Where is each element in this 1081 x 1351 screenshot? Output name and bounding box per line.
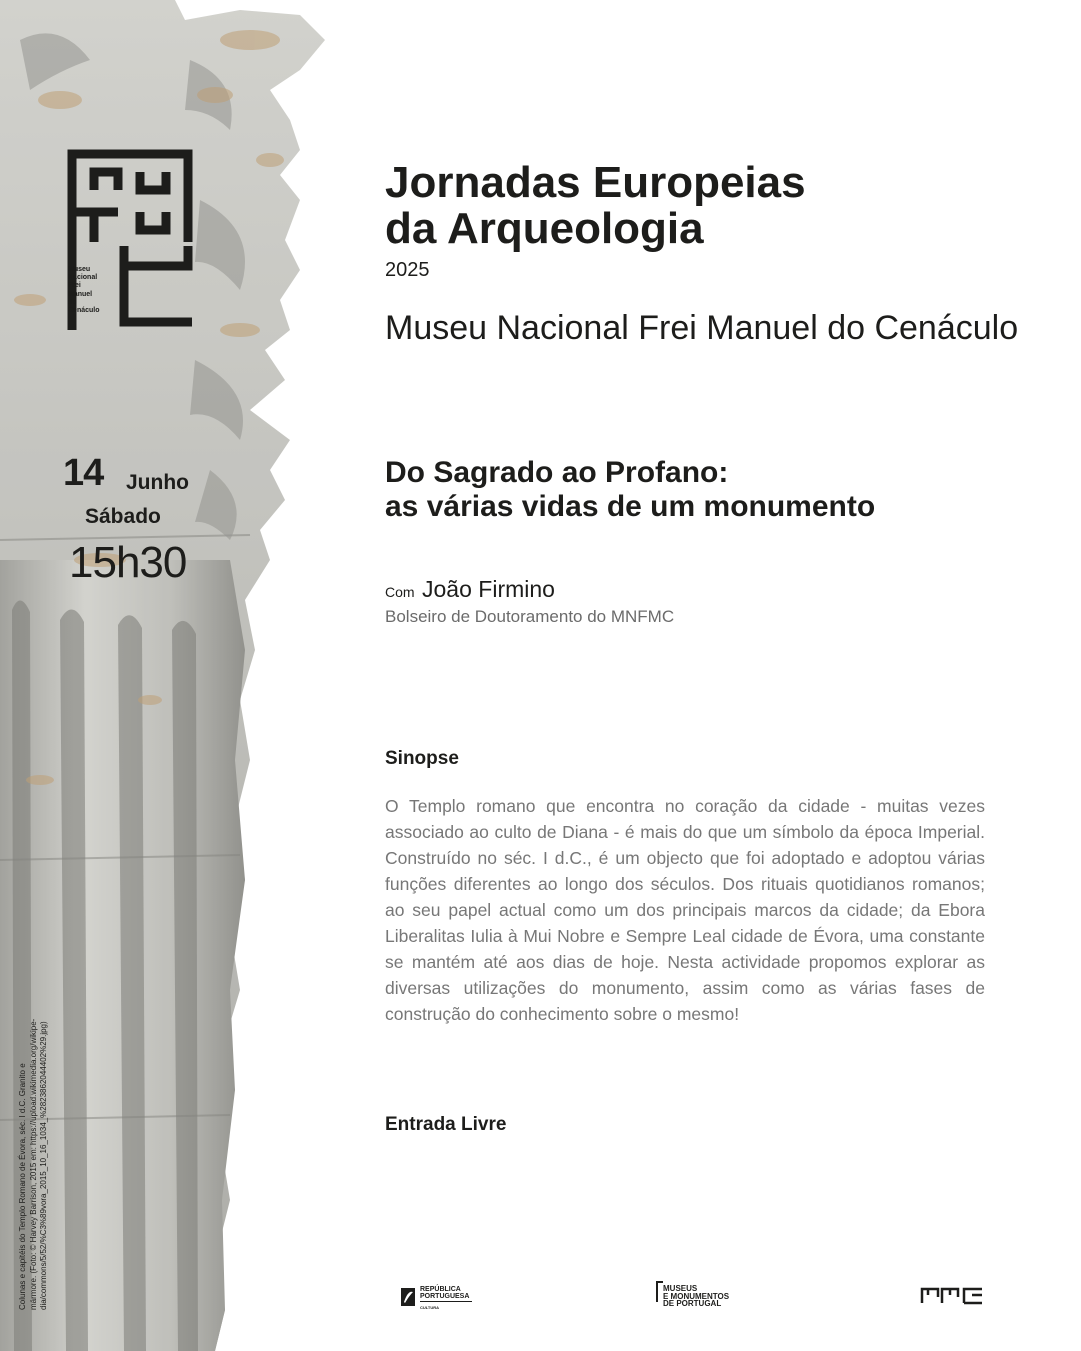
mmp-text-line: E MONUMENTOS <box>663 1291 730 1301</box>
republica-text <box>420 1286 469 1300</box>
museum-logo-text <box>68 266 100 315</box>
mmp-text-line: MUSEUS <box>663 1284 698 1293</box>
event-title-line: Jornadas Europeias <box>385 158 806 207</box>
photo-credit-line: Colunas e capitéis do Templo Romano de Évora, séc. I d.C. Granito e <box>18 1063 27 1310</box>
republica-rule <box>420 1301 472 1302</box>
photo-credit-line: mármore. (Foto: © Harvey Barrison, 2015 em: https://upload.wikimedia.org/wikipe- <box>28 1018 38 1310</box>
republica-emblem-icon <box>399 1284 417 1308</box>
republica-text-line: REPÚBLICA <box>420 1286 461 1293</box>
synopsis-heading: Sinopse <box>385 748 459 769</box>
event-year: 2025 <box>385 259 430 281</box>
event-weekday: Sábado <box>85 505 161 528</box>
logo-text-line: Manuel <box>68 290 93 298</box>
museus-monumentos-logo <box>655 1280 755 1312</box>
republica-portuguesa-logo <box>399 1282 479 1312</box>
entry-note: Entrada Livre <box>385 1114 507 1135</box>
talk-title-line: Do Sagrado ao Profano: <box>385 456 729 489</box>
event-title <box>385 160 1045 252</box>
logo-text-line: do <box>68 298 77 306</box>
event-title-line: da Arqueologia <box>385 204 704 253</box>
speaker-name: João Firmino <box>422 576 555 602</box>
event-month: Junho <box>126 471 189 494</box>
museum-name: Museu Nacional Frei Manuel do Cenáculo <box>385 309 1019 347</box>
mmp-text-line: DE PORTUGAL <box>663 1299 722 1308</box>
event-time: 15h30 <box>69 538 187 587</box>
talk-title-line: as várias vidas de um monumento <box>385 490 876 523</box>
speaker-line <box>385 576 555 603</box>
logo-text-line: Nacional <box>68 274 98 282</box>
talk-title <box>385 456 875 524</box>
mmp-text <box>663 1285 729 1308</box>
synopsis-text: O Templo romano que encontra no coração da cidade - muitas vezes associado ao culto de Diana - é mais do que um símbolo da época Imperial. Construído no séc. I d.C., é um objecto que foi adoptado e adoptou várias funções diferentes ao longo dos séculos. Dos rituais quotidianos romanos; ao seu papel actual como um dos principais marcos da cidade; da Ebora Liberalitas Iulia à Mui Nobre e Sempre Leal cidade de Évora, uma constante se mantém até aos dias de hoje. Nesta actividade propomos explorar as diversas utilizações do monumento, assim como as várias fases de construção do conhecimento sobre o mesmo! <box>385 796 985 1024</box>
logo-text-line: Museu <box>68 266 91 273</box>
photo-credit-line: dia/commons/5/52/%C3%89vora_2015_10_16_1034_%2823862044402%29.jpg) <box>39 1021 49 1310</box>
event-day: 14 <box>63 452 104 494</box>
speaker-prefix: Com <box>385 584 415 600</box>
logo-text-line: Cenáculo <box>68 307 100 315</box>
photo-credit <box>18 1000 50 1310</box>
republica-text-line: PORTUGUESA <box>420 1293 470 1300</box>
logo-text-line: Frei <box>68 282 81 290</box>
mnfmc-small-logo <box>920 1287 984 1305</box>
speaker-role: Bolseiro de Doutoramento do MNFMC <box>385 607 675 626</box>
republica-subtext: CULTURA <box>420 1305 440 1310</box>
